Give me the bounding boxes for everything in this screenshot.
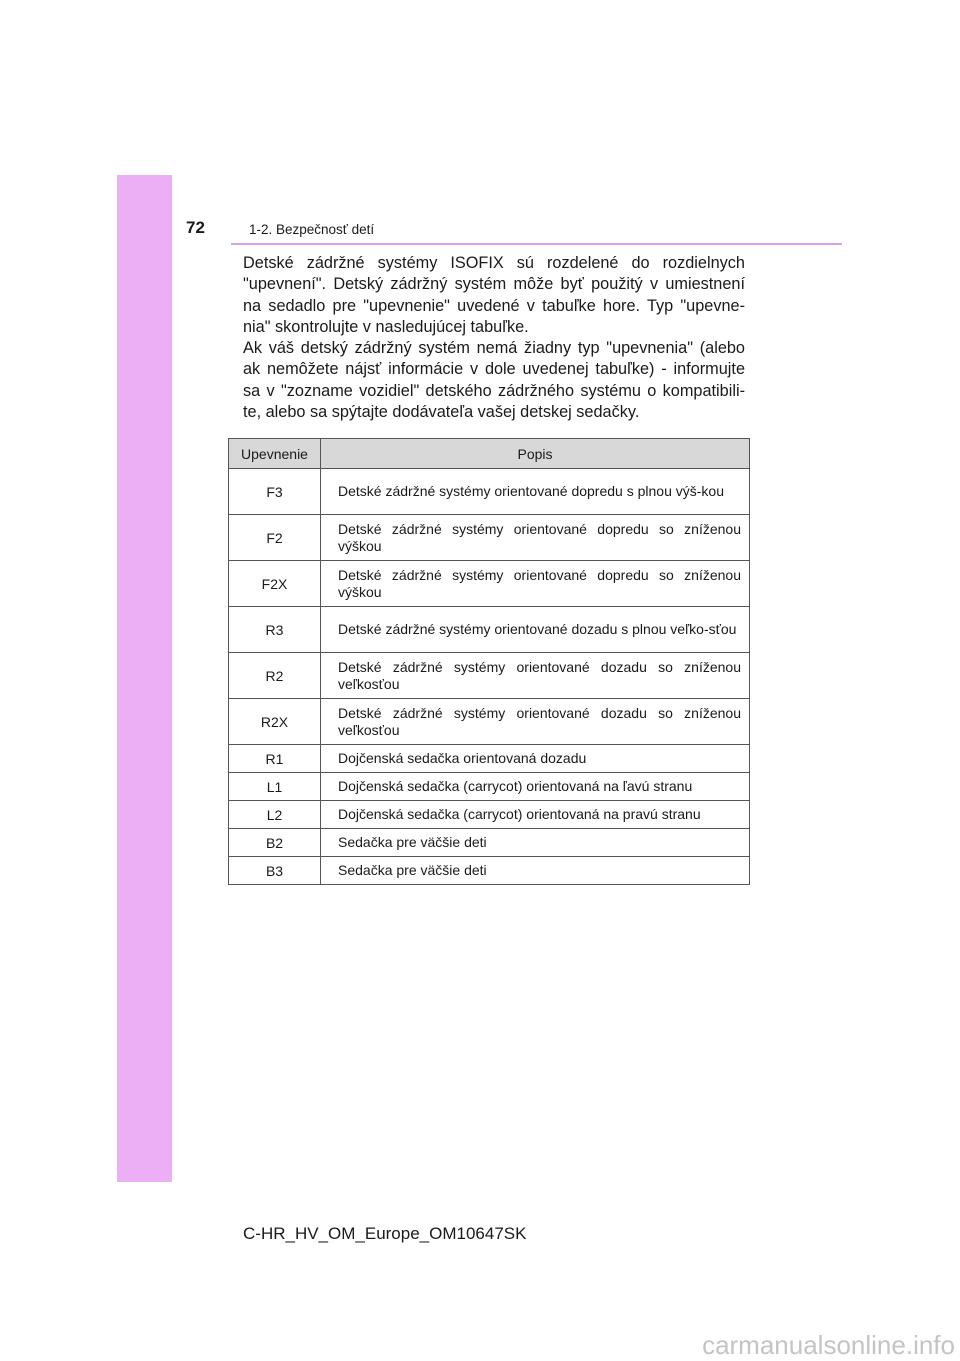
fixture-description: Detské zádržné systémy orientované dopredu so zníženou výškou: [321, 561, 750, 607]
table-row: [229, 653, 750, 699]
section-title: 1-2. Bezpečnosť detí: [249, 222, 375, 237]
fixture-code: F2: [229, 515, 321, 561]
header-upevnenie: Upevnenie: [229, 439, 321, 469]
fixture-table: [228, 438, 750, 885]
fixture-code: L2: [229, 801, 321, 829]
fixture-description: Detské zádržné systémy orientované dopredu s plnou výš-kou: [321, 469, 750, 515]
table-row: [229, 773, 750, 801]
fixture-description: Sedačka pre väčšie deti: [321, 829, 750, 857]
table-row: [229, 469, 750, 515]
table-row: [229, 857, 750, 885]
fixture-code: B3: [229, 857, 321, 885]
table-row: [229, 607, 750, 653]
table-row: [229, 699, 750, 745]
document-code: C-HR_HV_OM_Europe_OM10647SK: [243, 1224, 527, 1243]
section-tab-bar: [117, 175, 172, 1182]
fixture-code: F3: [229, 469, 321, 515]
fixture-code: R1: [229, 745, 321, 773]
fixture-code: F2X: [229, 561, 321, 607]
watermark: carmanualsonline.info: [702, 1330, 955, 1360]
table-row: [229, 515, 750, 561]
fixture-description: Detské zádržné systémy orientované dozadu s plnou veľko-sťou: [321, 607, 750, 653]
header-rule: [231, 243, 842, 245]
fixture-code: R2: [229, 653, 321, 699]
fixture-description: Dojčenská sedačka (carrycot) orientovaná na ľavú stranu: [321, 773, 750, 801]
header-popis: Popis: [321, 439, 750, 469]
table-row: [229, 829, 750, 857]
fixture-description: Detské zádržné systémy orientované dozadu so zníženou veľkosťou: [321, 699, 750, 745]
page-number: 72: [186, 218, 205, 237]
fixture-description: Dojčenská sedačka (carrycot) orientovaná na pravú stranu: [321, 801, 750, 829]
table-row: [229, 561, 750, 607]
intro-paragraph: Detské zádržné systémy ISOFIX sú rozdelené do rozdielnych "upevnení". Detský zádržný systém môže byť použitý v umiestnení na sedadlo pre "upevnenie" uvedené v tabuľke hore. Typ "upevne-nia" skontrolujte v nasledujúcej tabuľke.: [243, 254, 745, 336]
fixture-description: Dojčenská sedačka orientovaná dozadu: [321, 745, 750, 773]
table-row: [229, 801, 750, 829]
fixture-description: Detské zádržné systémy orientované dopredu so zníženou výškou: [321, 515, 750, 561]
table-row: [229, 745, 750, 773]
fixture-code: L1: [229, 773, 321, 801]
fixture-description: Sedačka pre väčšie deti: [321, 857, 750, 885]
advice-paragraph: Ak váš detský zádržný systém nemá žiadny typ "upevnenia" (alebo ak nemôžete nájsť informácie v dole uvedenej tabuľke) - informujte sa v "zozname vozidiel" detského zádržného systému o kompatibili-te, alebo sa spýtajte dodávateľa vašej detskej sedačky.: [243, 339, 745, 422]
body-text: [243, 253, 745, 423]
fixture-code: R2X: [229, 699, 321, 745]
fixture-code: R3: [229, 607, 321, 653]
fixture-description: Detské zádržné systémy orientované dozadu so zníženou veľkosťou: [321, 653, 750, 699]
fixture-code: B2: [229, 829, 321, 857]
table-header-row: [229, 439, 750, 469]
